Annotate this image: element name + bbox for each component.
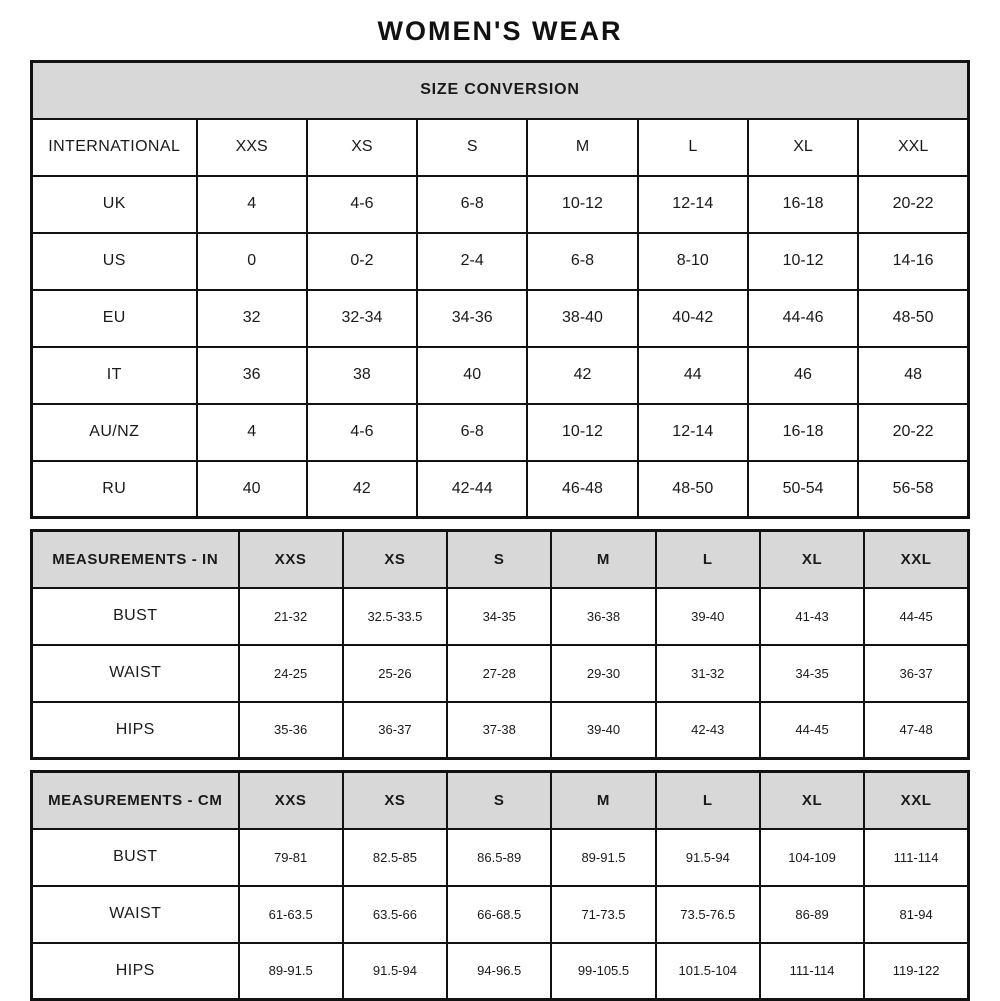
cell-value: 38 <box>307 347 417 404</box>
cell-value: 34-35 <box>447 588 551 645</box>
page-title: WOMEN'S WEAR <box>377 16 623 46</box>
table-row <box>32 347 969 404</box>
cell-value: 2-4 <box>417 233 527 290</box>
cell-value: 4 <box>197 176 307 233</box>
table-row <box>32 404 969 461</box>
column-header-size: L <box>656 772 760 829</box>
cell-value: 71-73.5 <box>551 886 655 943</box>
cell-value: 91.5-94 <box>656 829 760 886</box>
column-header-size: XXL <box>864 772 968 829</box>
cell-value: 8-10 <box>638 233 748 290</box>
cell-value: 86.5-89 <box>447 829 551 886</box>
cell-value: 27-28 <box>447 645 551 702</box>
cell-value: 48-50 <box>638 461 748 518</box>
cell-value: 0-2 <box>307 233 417 290</box>
cell-value: 39-40 <box>551 702 655 759</box>
cell-value: 39-40 <box>656 588 760 645</box>
table-row <box>32 233 969 290</box>
cell-value: 79-81 <box>239 829 343 886</box>
cell-value: 25-26 <box>343 645 447 702</box>
cell-value: 20-22 <box>858 176 968 233</box>
cell-value: 101.5-104 <box>656 943 760 1000</box>
cell-value: 47-48 <box>864 702 968 759</box>
cell-value: 56-58 <box>858 461 968 518</box>
table-row <box>32 290 969 347</box>
table-title: MEASUREMENTS - CM <box>32 772 239 829</box>
column-header-size: S <box>447 772 551 829</box>
cell-value: 20-22 <box>858 404 968 461</box>
cell-value: 73.5-76.5 <box>656 886 760 943</box>
cell-value: 0 <box>197 233 307 290</box>
cell-value: 86-89 <box>760 886 864 943</box>
cell-value: 119-122 <box>864 943 968 1000</box>
cell-value: 4 <box>197 404 307 461</box>
cell-value: 41-43 <box>760 588 864 645</box>
column-header-size: M <box>551 531 655 588</box>
cell-value: 48-50 <box>858 290 968 347</box>
cell-value: 111-114 <box>760 943 864 1000</box>
column-header-size: XS <box>343 531 447 588</box>
table-row <box>32 588 969 645</box>
row-label: RU <box>32 461 197 518</box>
row-label: EU <box>32 290 197 347</box>
corner-label: INTERNATIONAL <box>32 119 197 176</box>
cell-value: 6-8 <box>417 176 527 233</box>
cell-value: 21-32 <box>239 588 343 645</box>
table-measurements-cm <box>30 770 970 1001</box>
cell-value: 61-63.5 <box>239 886 343 943</box>
column-header-size: XXS <box>239 772 343 829</box>
cell-value: 44-45 <box>760 702 864 759</box>
cell-value: 16-18 <box>748 404 858 461</box>
row-label: AU/NZ <box>32 404 197 461</box>
cell-value: 50-54 <box>748 461 858 518</box>
table-row <box>32 645 969 702</box>
column-header-size: XXS <box>197 119 307 176</box>
cell-value: 66-68.5 <box>447 886 551 943</box>
cell-value: 4-6 <box>307 404 417 461</box>
cell-value: 24-25 <box>239 645 343 702</box>
cell-value: 40-42 <box>638 290 748 347</box>
table-size-conversion <box>30 60 970 519</box>
cell-value: 36 <box>197 347 307 404</box>
cell-value: 46 <box>748 347 858 404</box>
table-title: MEASUREMENTS - IN <box>32 531 239 588</box>
column-header-size: M <box>551 772 655 829</box>
cell-value: 34-35 <box>760 645 864 702</box>
tables-container <box>30 60 970 1001</box>
column-header-size: XS <box>343 772 447 829</box>
row-label: US <box>32 233 197 290</box>
row-label: BUST <box>32 829 239 886</box>
row-label: WAIST <box>32 645 239 702</box>
cell-value: 14-16 <box>858 233 968 290</box>
cell-value: 31-32 <box>656 645 760 702</box>
cell-value: 99-105.5 <box>551 943 655 1000</box>
cell-value: 32-34 <box>307 290 417 347</box>
row-label: BUST <box>32 588 239 645</box>
cell-value: 44-46 <box>748 290 858 347</box>
cell-value: 35-36 <box>239 702 343 759</box>
column-header-row <box>32 531 969 588</box>
cell-value: 29-30 <box>551 645 655 702</box>
column-header-size: XL <box>748 119 858 176</box>
row-label: HIPS <box>32 943 239 1000</box>
column-header-size: XL <box>760 772 864 829</box>
row-label: IT <box>32 347 197 404</box>
table-row <box>32 702 969 759</box>
cell-value: 34-36 <box>417 290 527 347</box>
table-row <box>32 943 969 1000</box>
column-header-size: XXL <box>864 531 968 588</box>
cell-value: 42-44 <box>417 461 527 518</box>
cell-value: 36-37 <box>864 645 968 702</box>
cell-value: 36-37 <box>343 702 447 759</box>
cell-value: 6-8 <box>527 233 637 290</box>
column-header-row <box>32 119 969 176</box>
cell-value: 16-18 <box>748 176 858 233</box>
cell-value: 36-38 <box>551 588 655 645</box>
cell-value: 42 <box>307 461 417 518</box>
row-label: WAIST <box>32 886 239 943</box>
cell-value: 32.5-33.5 <box>343 588 447 645</box>
cell-value: 81-94 <box>864 886 968 943</box>
column-header-size: XXL <box>858 119 968 176</box>
cell-value: 89-91.5 <box>239 943 343 1000</box>
column-header-size: L <box>656 531 760 588</box>
cell-value: 42 <box>527 347 637 404</box>
table-row <box>32 176 969 233</box>
row-label: UK <box>32 176 197 233</box>
cell-value: 12-14 <box>638 404 748 461</box>
cell-value: 91.5-94 <box>343 943 447 1000</box>
cell-value: 6-8 <box>417 404 527 461</box>
cell-value: 40 <box>417 347 527 404</box>
column-header-size: S <box>417 119 527 176</box>
cell-value: 10-12 <box>748 233 858 290</box>
cell-value: 10-12 <box>527 404 637 461</box>
cell-value: 37-38 <box>447 702 551 759</box>
cell-value: 32 <box>197 290 307 347</box>
cell-value: 82.5-85 <box>343 829 447 886</box>
cell-value: 40 <box>197 461 307 518</box>
table-title-row <box>32 62 969 119</box>
cell-value: 94-96.5 <box>447 943 551 1000</box>
table-title: SIZE CONVERSION <box>32 62 969 119</box>
cell-value: 48 <box>858 347 968 404</box>
cell-value: 38-40 <box>527 290 637 347</box>
cell-value: 89-91.5 <box>551 829 655 886</box>
cell-value: 44 <box>638 347 748 404</box>
column-header-size: L <box>638 119 748 176</box>
cell-value: 12-14 <box>638 176 748 233</box>
cell-value: 111-114 <box>864 829 968 886</box>
column-header-size: M <box>527 119 637 176</box>
table-row <box>32 829 969 886</box>
table-measurements-in <box>30 529 970 760</box>
table-row <box>32 461 969 518</box>
cell-value: 46-48 <box>527 461 637 518</box>
cell-value: 10-12 <box>527 176 637 233</box>
cell-value: 104-109 <box>760 829 864 886</box>
column-header-size: XS <box>307 119 417 176</box>
column-header-size: XL <box>760 531 864 588</box>
cell-value: 4-6 <box>307 176 417 233</box>
cell-value: 63.5-66 <box>343 886 447 943</box>
column-header-size: XXS <box>239 531 343 588</box>
cell-value: 42-43 <box>656 702 760 759</box>
table-row <box>32 886 969 943</box>
row-label: HIPS <box>32 702 239 759</box>
column-header-row <box>32 772 969 829</box>
column-header-size: S <box>447 531 551 588</box>
cell-value: 44-45 <box>864 588 968 645</box>
